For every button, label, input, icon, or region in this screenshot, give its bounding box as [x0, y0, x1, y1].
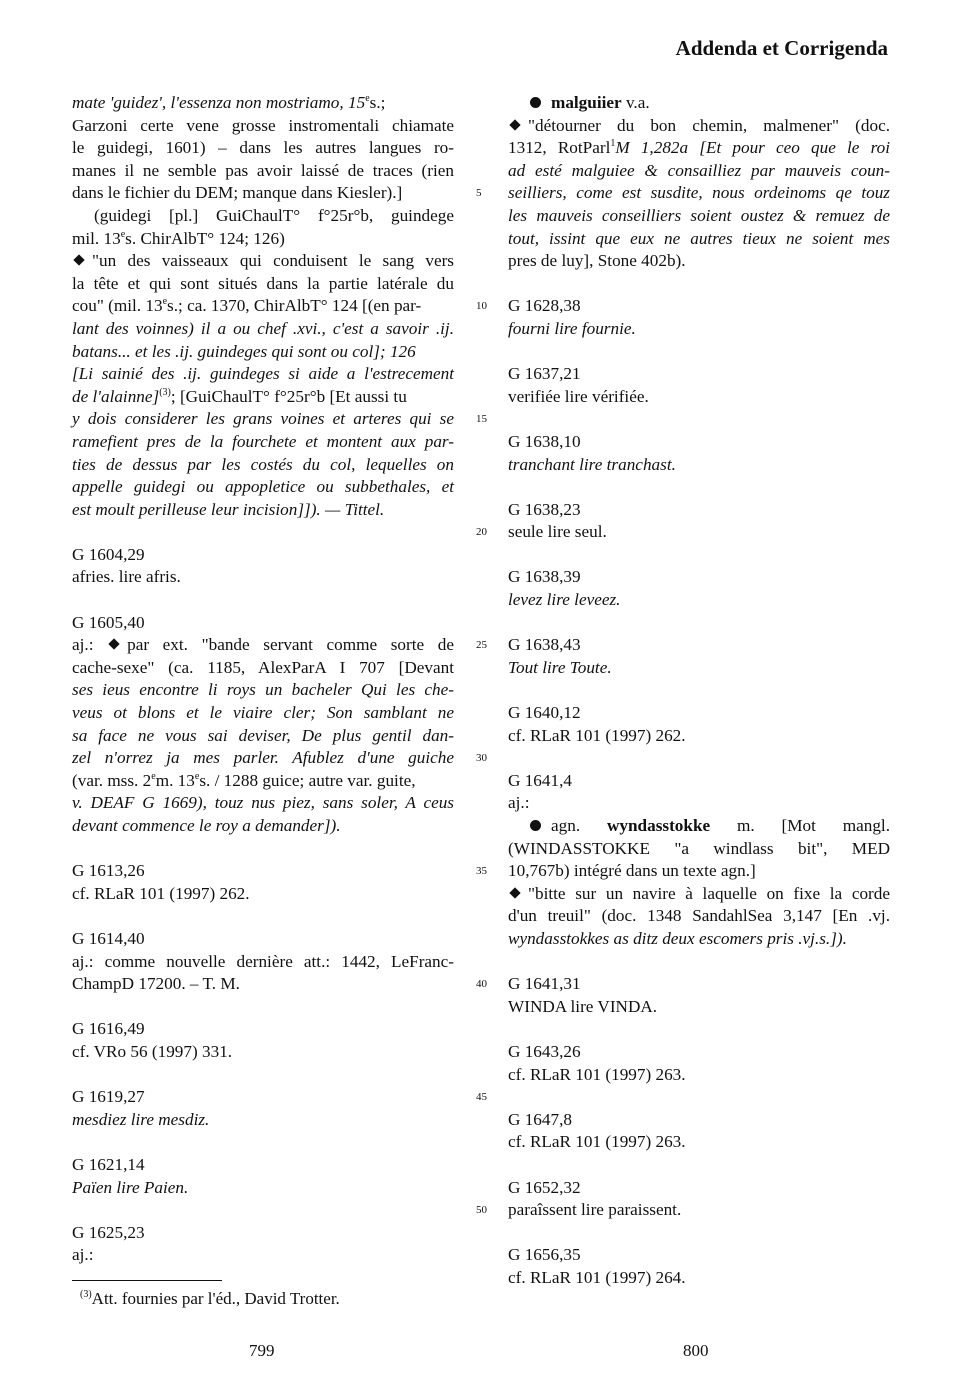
entry-ref: G 1641,31	[508, 974, 581, 994]
entry-text: seule lire seul.	[508, 522, 607, 542]
line-number: 50	[476, 1204, 487, 1216]
entry-headword: malguiier v.a.	[508, 92, 890, 115]
text-line: les mauveis conseilliers soient oustez & remuez de	[508, 205, 890, 225]
text-line: (var. mss. 2em. 13es. / 1288 guice; autre var. guite,	[72, 770, 416, 790]
text-line: y dois considerer les grans voines et arteres qui se	[72, 409, 454, 429]
page-number-left: 799	[249, 1341, 275, 1360]
entry-ref: G 1605,40	[72, 612, 145, 632]
footnote-rule	[72, 1280, 222, 1281]
entry-text: cf. RLaR 101 (1997) 262.	[72, 883, 250, 903]
footnote: $^{(3)}$Att. fournies par l'éd., David Trotter.	[80, 1289, 340, 1308]
diamond-icon	[509, 119, 520, 130]
text-line: ties de dessus par les costés du col, lequelles on	[72, 454, 454, 474]
text-line: manes il ne semble pas avoir laissé de traces (rien	[72, 160, 454, 180]
text-line: wyndasstokkes as ditz deux escomers pris .vj.s.]).	[508, 928, 847, 948]
running-header: Addenda et Corrigenda	[675, 36, 888, 60]
entry-text: cf. RLaR 101 (1997) 264.	[508, 1267, 686, 1287]
text-line: seilliers, come est susdite, nous ordeinoms qe touz	[508, 183, 890, 203]
text-line: ad esté malguiee & consailliez par mauveis coun-	[508, 160, 890, 180]
text-line: mate 'guidez', l'essenza non mostriamo, 15es.;	[72, 93, 386, 112]
line-number: 5	[476, 187, 482, 199]
bullet-icon	[530, 820, 541, 831]
entry-ref: G 1619,27	[72, 1087, 145, 1107]
text-line: est moult perilleuse leur incision]]). — Tittel.	[72, 499, 385, 519]
text-line: (guidegi [pl.] GuiChaulT° f°25r°b, guindege	[94, 205, 454, 225]
entry-text: aj.: comme nouvelle dernière att.: 1442, LeFranc-	[72, 951, 454, 971]
line-number: 45	[476, 1091, 487, 1103]
entry-text: aj.:	[72, 1245, 94, 1265]
text-line: lant des voinnes) il a ou chef .xvi., c'est a savoir .ij.	[72, 318, 454, 338]
text-line: "bitte sur un navire à laquelle on fixe la corde	[508, 883, 890, 906]
entry-text: tranchant lire tranchast.	[508, 454, 676, 474]
diamond-icon	[509, 887, 520, 898]
text-line: "détourner du bon chemin, malmener" (doc.	[508, 115, 890, 138]
text-line: v. DEAF G 1669), touz nus piez, sans soler, A ceus	[72, 793, 454, 813]
entry-text: Païen lire Paien.	[72, 1177, 189, 1197]
entry-ref: G 1616,49	[72, 1019, 145, 1039]
page-number-right: 800	[683, 1341, 709, 1360]
left-column	[72, 92, 454, 1267]
entry-ref: G 1638,23	[508, 499, 581, 519]
text-line: pres de luy], Stone 402b).	[508, 251, 686, 271]
entry-text: ChampD 17200. – T. M.	[72, 974, 240, 994]
line-number: 20	[476, 526, 487, 538]
text-line: devant commence le roy a demander]).	[72, 816, 341, 835]
entry-text: Tout lire Toute.	[508, 657, 612, 677]
line-number: 35	[476, 865, 487, 877]
entry-text: mesdiez lire mesdiz.	[72, 1109, 210, 1129]
entry-ref: G 1656,35	[508, 1245, 581, 1265]
entry-text: cf. RLaR 101 (1997) 263.	[508, 1064, 686, 1084]
text-line: aj.: par ext. "bande servant comme sorte de	[72, 635, 454, 655]
text-line: cou" (mil. 13es.; ca. 1370, ChirAlbT° 124 [(en par-	[72, 296, 422, 316]
entry-ref: G 1643,26	[508, 1041, 581, 1061]
right-column	[508, 92, 890, 1289]
entry-text: WINDA lire VINDA.	[508, 996, 658, 1016]
text-line: zel n'orrez ja mes parler. Afublez d'une guiche	[72, 748, 454, 768]
entry-ref: G 1614,40	[72, 928, 145, 948]
line-number: 40	[476, 978, 487, 990]
text-line: sa face ne vous sai deviser, De plus gentil dan-	[72, 725, 454, 745]
line-number: 15	[476, 413, 487, 425]
line-number: 25	[476, 639, 487, 651]
text-line: ramefient pres de la fourchete et montent aux par-	[72, 431, 454, 451]
entry-text: afries. lire afris.	[72, 567, 181, 587]
entry-ref: G 1647,8	[508, 1109, 572, 1129]
diamond-icon	[73, 254, 84, 265]
text-line: Garzoni certe vene grosse instromentali chiamate	[72, 115, 454, 135]
text-line: veus ot blons et le viaire cler; Son samblant ne	[72, 703, 454, 723]
text-line: cache-sexe" (ca. 1185, AlexParA I 707 [Devant	[72, 657, 454, 677]
entry-headword: agn. wyndasstokke m. [Mot mangl.	[508, 815, 890, 838]
line-number: 10	[476, 300, 487, 312]
entry-ref: G 1652,32	[508, 1177, 581, 1197]
entry-ref: G 1638,43	[508, 635, 581, 655]
entry-ref: G 1640,12	[508, 703, 581, 723]
entry-text: cf. RLaR 101 (1997) 262.	[508, 725, 686, 745]
entry-ref: G 1637,21	[508, 364, 581, 384]
entry-text: cf. RLaR 101 (1997) 263.	[508, 1132, 686, 1152]
text-line: de l'alainne]$^{(3)}$; [GuiChaulT° f°25r°b [Et aussi tu	[72, 386, 407, 406]
text-line: d'un treuil" (doc. 1348 SandahlSea 3,147 [En .vj.	[508, 906, 890, 926]
entry-text: paraîssent lire paraissent.	[508, 1200, 682, 1220]
entry-ref: G 1604,29	[72, 544, 145, 564]
entry-ref: G 1628,38	[508, 296, 581, 316]
footnote-ref: (3)	[159, 386, 171, 398]
entry-ref: G 1638,39	[508, 567, 581, 587]
text-line: la tête et qui sont situés dans la partie latérale du	[72, 273, 454, 293]
line-number: 30	[476, 752, 487, 764]
text-line: mil. 13es. ChirAlbT° 124; 126)	[72, 228, 285, 248]
text-line: batans... et les .ij. guindeges qui sont ou col]; 126	[72, 341, 416, 361]
entry-ref: G 1621,14	[72, 1154, 145, 1174]
entry-text: aj.:	[508, 793, 530, 813]
text-line: (WINDASSTOKKE "a windlass bit", MED	[508, 838, 890, 858]
bullet-icon	[530, 97, 541, 108]
text-line: dans le fichier du DEM; manque dans Kiesler).]	[72, 183, 403, 203]
entry-ref: G 1613,26	[72, 861, 145, 881]
text-line: 10,767b) intégré dans un texte agn.]	[508, 861, 756, 881]
text-line: le guidegi, 1601) – dans les autres langues ro-	[72, 138, 454, 158]
diamond-icon	[108, 639, 119, 650]
entry-text: cf. VRo 56 (1997) 331.	[72, 1041, 233, 1061]
text-line: tout, issint que eux ne autres tieux ne soient mes	[508, 228, 890, 248]
entry-text: fourni lire fournie.	[508, 318, 636, 338]
text-line: "un des vaisseaux qui conduisent le sang vers	[72, 250, 454, 273]
text-line: appelle guidegi ou appopletice ou subbethales, et	[72, 477, 454, 497]
entry-text: verifiée lire vérifiée.	[508, 386, 649, 406]
text-line: 1312, RotParl$^1$M 1,282a [Et pour ceo que le roi	[508, 138, 890, 158]
text-line: [Li sainié des .ij. guindeges si aide a l'estrecement	[72, 364, 454, 384]
text-line: ses ieus encontre li roys un bacheler Qui les che-	[72, 680, 454, 700]
entry-ref: G 1625,23	[72, 1222, 145, 1242]
entry-ref: G 1641,4	[508, 770, 572, 790]
entry-ref: G 1638,10	[508, 431, 581, 451]
entry-text: levez lire leveez.	[508, 590, 621, 610]
